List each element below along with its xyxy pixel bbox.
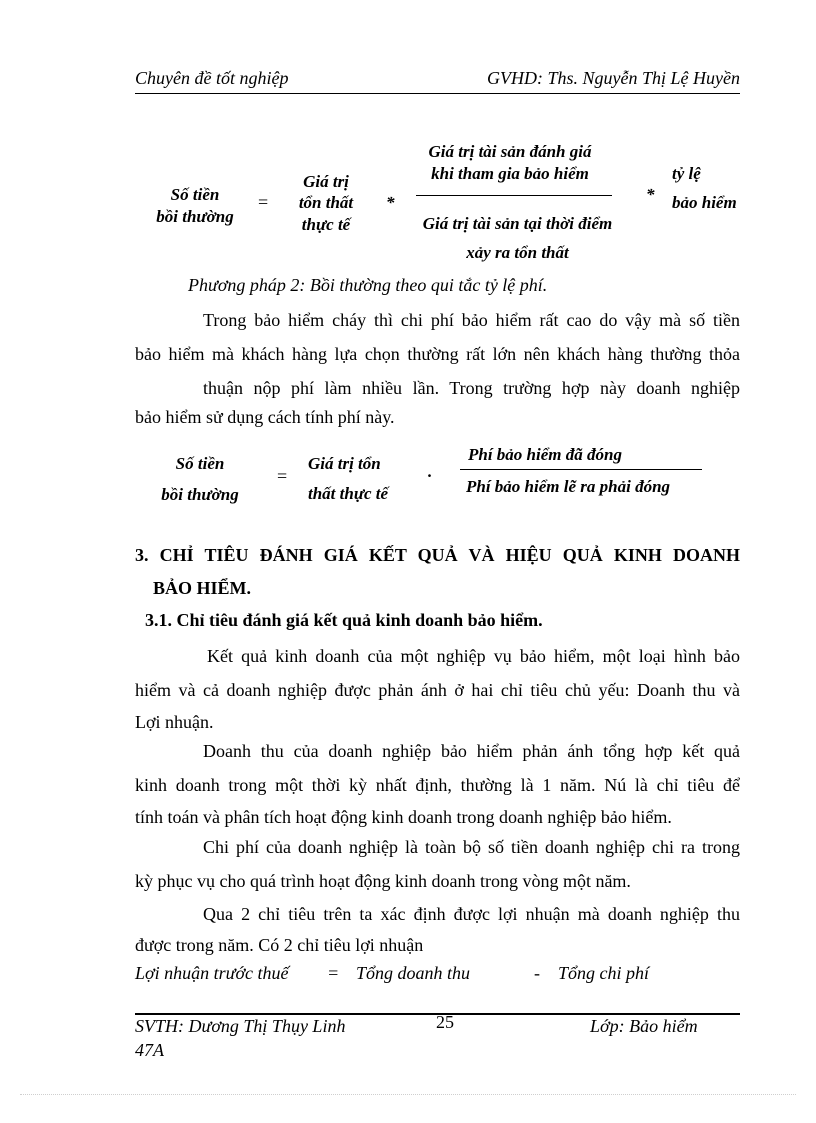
formula1-equals: = (258, 192, 269, 212)
footer-student-line2: 47A (135, 1040, 164, 1060)
formula2-lhs-line2: bồi thường (161, 485, 239, 504)
section-3-title-line1: 3. CHỈ TIÊU ĐÁNH GIÁ KẾT QUẢ VÀ HIỆU QUẢ KINH DOANH (135, 545, 740, 565)
formula1-loss-line1: Giá trị (303, 172, 349, 191)
formula1-loss-line3: thực tế (301, 215, 351, 234)
para2-line3: Lợi nhuận. (135, 712, 214, 732)
formula1-lhs-line1: Số tiền (170, 185, 220, 204)
formula1-loss-line2: tổn thất (298, 193, 354, 212)
para4-line1: Chi phí của doanh nghiệp là toàn bộ số tiền doanh nghiệp chi ra trong (203, 837, 740, 857)
profit-equals: = (327, 963, 340, 983)
para2-line1: Kết quả kinh doanh của một nghiệp vụ bảo hiểm, một loại hình bảo (207, 646, 740, 666)
formula2-equals: = (277, 466, 288, 486)
formula1-rate-line2: bảo hiểm (672, 193, 737, 212)
para5-line2: được trong năm. Có 2 chỉ tiêu lợi nhuận (135, 935, 424, 955)
formula1-numerator-line2: khi tham gia bảo hiểm (431, 164, 589, 183)
para4-line2: kỳ phục vụ cho quá trình hoạt động kinh doanh trong vòng một năm. (135, 871, 631, 891)
para1-line3: thuận nộp phí làm nhiều lần. Trong trường hợp này doanh nghiệp (203, 378, 740, 398)
formula1-multiply-2: * (646, 185, 655, 204)
para3-line1: Doanh thu của doanh nghiệp bảo hiểm phản ánh tổng hợp kết quả (203, 741, 740, 761)
para3-line2: kinh doanh trong một thời kỳ nhất định, thường là 1 năm. Nú là chỉ tiêu để (135, 775, 740, 795)
para5-line1: Qua 2 chỉ tiêu trên ta xác định được lợi nhuận mà doanh nghiệp thu (203, 904, 740, 924)
method-2-caption: Phương pháp 2: Bồi thường theo qui tắc tỷ lệ phí. (188, 275, 548, 295)
formula2-numerator: Phí bảo hiểm đã đóng (468, 445, 622, 464)
para1-line1: Trong bảo hiểm cháy thì chi phí bảo hiểm rất cao do vậy mà số tiền (203, 310, 740, 330)
profit-minus: - (534, 963, 540, 983)
header-right: GVHD: Ths. Nguyễn Thị Lệ Huyền (487, 68, 740, 88)
formula2-fraction-bar (460, 469, 702, 470)
page-number: 25 (436, 1012, 454, 1032)
section-3-1-title: 3.1. Chỉ tiêu đánh giá kết quả kinh doanh bảo hiểm. (145, 610, 543, 630)
page-boundary-dots (20, 1094, 796, 1095)
header-rule (135, 93, 740, 94)
formula1-multiply-1: * (386, 193, 395, 212)
formula2-dot: . (428, 462, 433, 481)
formula1-lhs-line2: bồi thường (156, 207, 234, 226)
header-left: Chuyên đề tốt nghiệp (135, 68, 289, 88)
footer-student: SVTH: Dương Thị Thụy Linh (135, 1016, 346, 1036)
formula1-fraction-bar (416, 195, 612, 196)
profit-label: Lợi nhuận trước thuế (135, 963, 289, 983)
para1-line2: bảo hiểm mà khách hàng lựa chọn thường rất lớn nên khách hàng thường thỏa (135, 344, 740, 364)
para1-line4: bảo hiểm sử dụng cách tính phí này. (135, 407, 395, 427)
formula1-denominator-line1: Giá trị tài sản tại thời điểm (422, 214, 613, 233)
formula1-numerator-line1: Giá trị tài sản đánh giá (428, 142, 592, 161)
para2-line2: hiểm và cả doanh nghiệp được phản ánh ở hai chỉ tiêu chủ yếu: Doanh thu và (135, 680, 740, 700)
para3-line3: tính toán và phân tích hoạt động kinh doanh trong doanh nghiệp bảo hiểm. (135, 807, 672, 827)
section-3-title-line2: BẢO HIỂM. (153, 578, 252, 598)
formula1-rate-line1: tỷ lệ (672, 164, 701, 183)
profit-cost: Tổng chi phí (558, 963, 650, 983)
formula1-denominator-line2: xảy ra tổn thất (466, 243, 569, 262)
formula2-lhs-line1: Số tiền (175, 454, 225, 473)
formula2-denominator: Phí bảo hiểm lẽ ra phải đóng (466, 477, 671, 496)
formula2-loss-line2: thất thực tế (308, 484, 389, 503)
profit-revenue: Tổng doanh thu (356, 963, 471, 983)
formula2-loss-line1: Giá trị tổn (308, 454, 381, 473)
footer-class: Lớp: Bảo hiểm (590, 1016, 698, 1036)
